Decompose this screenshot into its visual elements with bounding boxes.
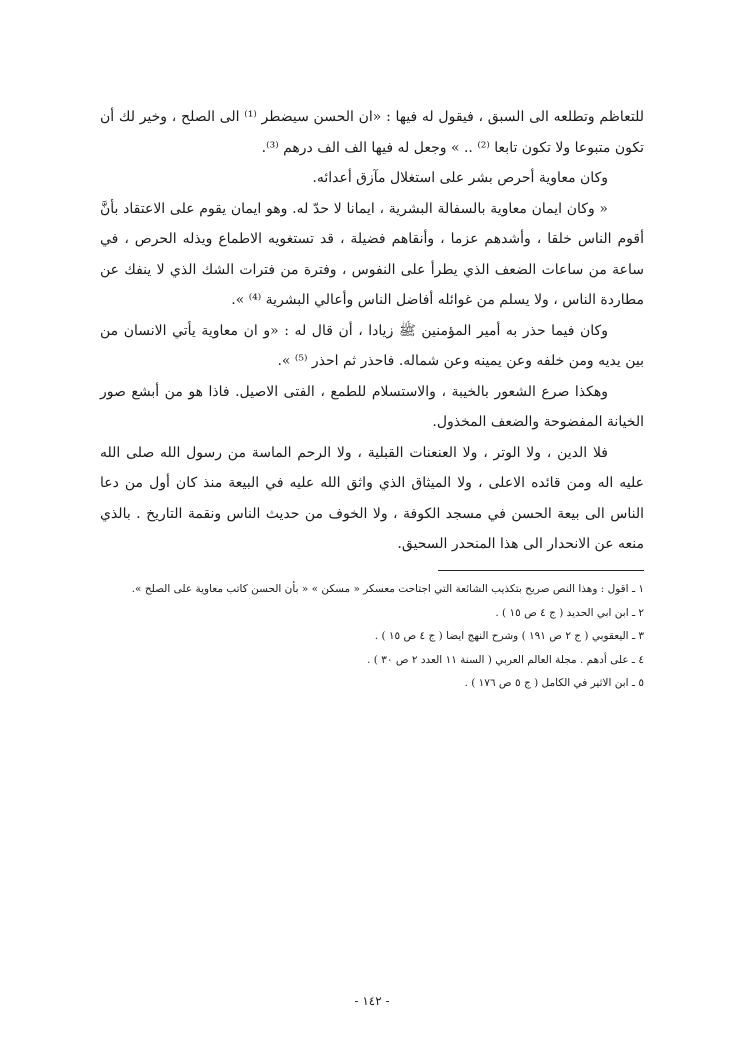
footnote-1: ١ ـ اقول : وهذا النص صريح بتكذيب الشائعة التي اجتاحت معسكر « مسكن » « بأن الحسن كاتب معاوية على الصلح ».	[131, 583, 644, 595]
page-number: - ١٤٢ -	[354, 994, 390, 1008]
footnote-2: ٢ ـ ابن ابي الحديد ( ج ٤ ص ١٥ ) .	[495, 606, 644, 619]
footnote-4: ٤ ـ على أدهم . مجلة العالم العربي ( السنة ١١ العدد ٢ ص ٣٠ ) .	[367, 653, 644, 666]
body-text	[100, 102, 644, 560]
footnote-5: ٥ ـ ابن الاثير في الكامل ( ج ٥ ص ١٧٦ ) .	[464, 677, 644, 689]
paragraph-1: للتعاظم وتطلعه الى السبق ، فيقول له فيها : «ان الحسن سيضطر ⁽¹⁾ الى الصلح ، وخير لك أن تكون متبوعا ولا تكون تابعا ⁽²⁾ .. » وجعل له فيها الف الف درهم ⁽³⁾.	[100, 109, 644, 156]
paragraph-4: وكان فيما حذر به أمير المؤمنين ﷺ زيادا ، أن قال له : «و ان معاوية يأتي الانسان من بين يديه ومن خلفه وعن يمينه وعن شماله. فاحذر ثم احذر ⁽⁵⁾ ».	[100, 322, 644, 369]
paragraph-5: وهكذا صرع الشعور بالخيبة ، والاستسلام للطمع ، الفتى الاصيل. فاذا هو من أبشع صور الخيانة المفضوحة والضعف المخذول.	[100, 383, 644, 430]
paragraph-3: « وكان ايمان معاوية بالسفالة البشرية ، ايمانا لا حدّ له. وهو ايمان يقوم على الاعتقاد بأنَّ أقوم الناس خلقا ، وأشدهم عزما ، وأنقاهم فضيلة ، قد تستغويه الاطماع ويذله الحرص ، في ساعة من ساعات الضعف الذي يطرأ على النفوس ، وفترة من فترات الشك الذي لا ينفك عن مطاردة الناس ، ولا يسلم من غوائله أفاضل الناس وأعالي البشرية ⁽⁴⁾ ».	[100, 200, 644, 308]
paragraph-2: وكان معاوية أحرص بشر على استغلال مآزق أعدائه.	[312, 170, 608, 186]
footnotes	[100, 578, 644, 696]
footnote-3: ٣ ـ اليعقوبي ( ج ٢ ص ١٩١ ) وشرح النهج ايضا ( ج ٤ ص ١٥ ) .	[374, 630, 644, 642]
paragraph-6: فلا الدين ، ولا الوتر ، ولا العنعنات القبلية ، ولا الرحم الماسة من رسول الله صلى الله عليه اله ومن قائده الاعلى ، ولا الميثاق الذي واثق الله عليه في البيعة منذ كان أول من دعا الناس الى بيعة الحسن في مسجد الكوفة ، ولا الخوف من حديث الناس ونقمة التاريخ . بالذي منعه عن الانحدار الى هذا المنحدر السحيق.	[100, 444, 644, 552]
footnote-divider	[438, 570, 644, 571]
